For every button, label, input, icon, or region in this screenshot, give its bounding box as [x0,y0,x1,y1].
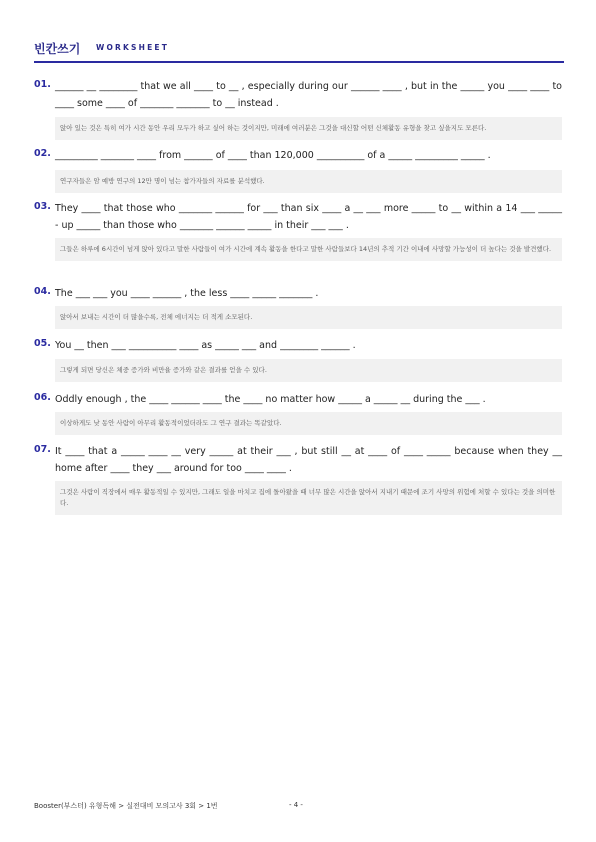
translation-box: 앉아 있는 것은 특히 여가 시간 동안 우리 모두가 하고 싶어 하는 것이지만, 미래에 여러분은 그것을 대신할 어떤 신체활동 유형을 찾고 싶을지도 모른다. [55,117,562,140]
question-number: 05. [34,338,51,349]
question-number: 07. [34,444,51,455]
question-sentence: The ___ ___ you ____ ______ , the less ____ _____ _______ . [55,288,319,299]
translation-box: 그들은 하루에 6시간이 넘게 앉아 있다고 말한 사람들이 여가 시간에 계속 활동을 한다고 말한 사람들보다 14년의 추적 기간 이내에 사망할 가능성이 더 높다는 것을 발견했다. [55,238,562,261]
question-sentence: You __ then ___ __________ ____ as _____ ___ and ________ ______ . [55,340,356,351]
translation-box: 그렇게 되면 당신은 체중 증가와 비만율 증가와 같은 결과를 얻을 수 있다. [55,359,562,382]
page-number: - 4 - [289,801,303,809]
question-number: 01. [34,79,51,90]
header-divider [34,61,564,63]
translation-box: 그것은 사람이 직장에서 매우 활동적일 수 있지만, 그래도 일을 마치고 집에 돌아왔을 때 너무 많은 시간을 앉아서 지내기 때문에 조기 사망의 위험에 처할 수 있다는 것을 의미한다. [55,481,562,515]
question-number: 02. [34,148,51,159]
question-number: 04. [34,286,51,297]
translation-box: 앉아서 보내는 시간이 더 많을수록, 전체 에너지는 더 적게 소모된다. [55,306,562,329]
translation-box: 이상하게도 낮 동안 사람이 아무리 활동적이었더라도 그 연구 결과는 똑같았다. [55,412,562,435]
footer-breadcrumb: Booster(부스터) 유형독해 > 실전대비 모의고사 3회 > 1번 [34,802,218,810]
question-number: 03. [34,201,51,212]
question-sentence: _________ _______ ____ from ______ of ____ than 120,000 __________ of a _____ _________ _____ . [55,150,491,161]
page-title: 빈칸쓰기 [34,42,81,56]
page-subtitle: WORKSHEET [96,43,170,52]
question-sentence: It ____ that a _____ ____ __ very _____ at their ___ , but still __ at ____ of ____ _____ because when they __ home after ____ they ___ around for too ____ ____ . [55,446,562,474]
question-sentence: ______ __ ________ that we all ____ to __ , especially during our ______ ____ , but in the _____ you ____ ____ to ____ some ____ of _______ _______ to __ instead . [55,81,562,109]
question-sentence: Oddly enough , the ____ ______ ____ the ____ no matter how _____ a _____ __ during the ___ . [55,394,486,405]
translation-box: 연구자들은 암 예방 연구의 12만 명이 넘는 참가자들의 자료를 분석했다. [55,170,562,193]
question-sentence: They ____ that those who _______ ______ for ___ than six ____ a __ ___ more _____ to __ within a 14 ___ _____ - up _____ than those who _______ ______ _____ in their ___ ___ . [55,203,562,231]
question-number: 06. [34,392,51,403]
